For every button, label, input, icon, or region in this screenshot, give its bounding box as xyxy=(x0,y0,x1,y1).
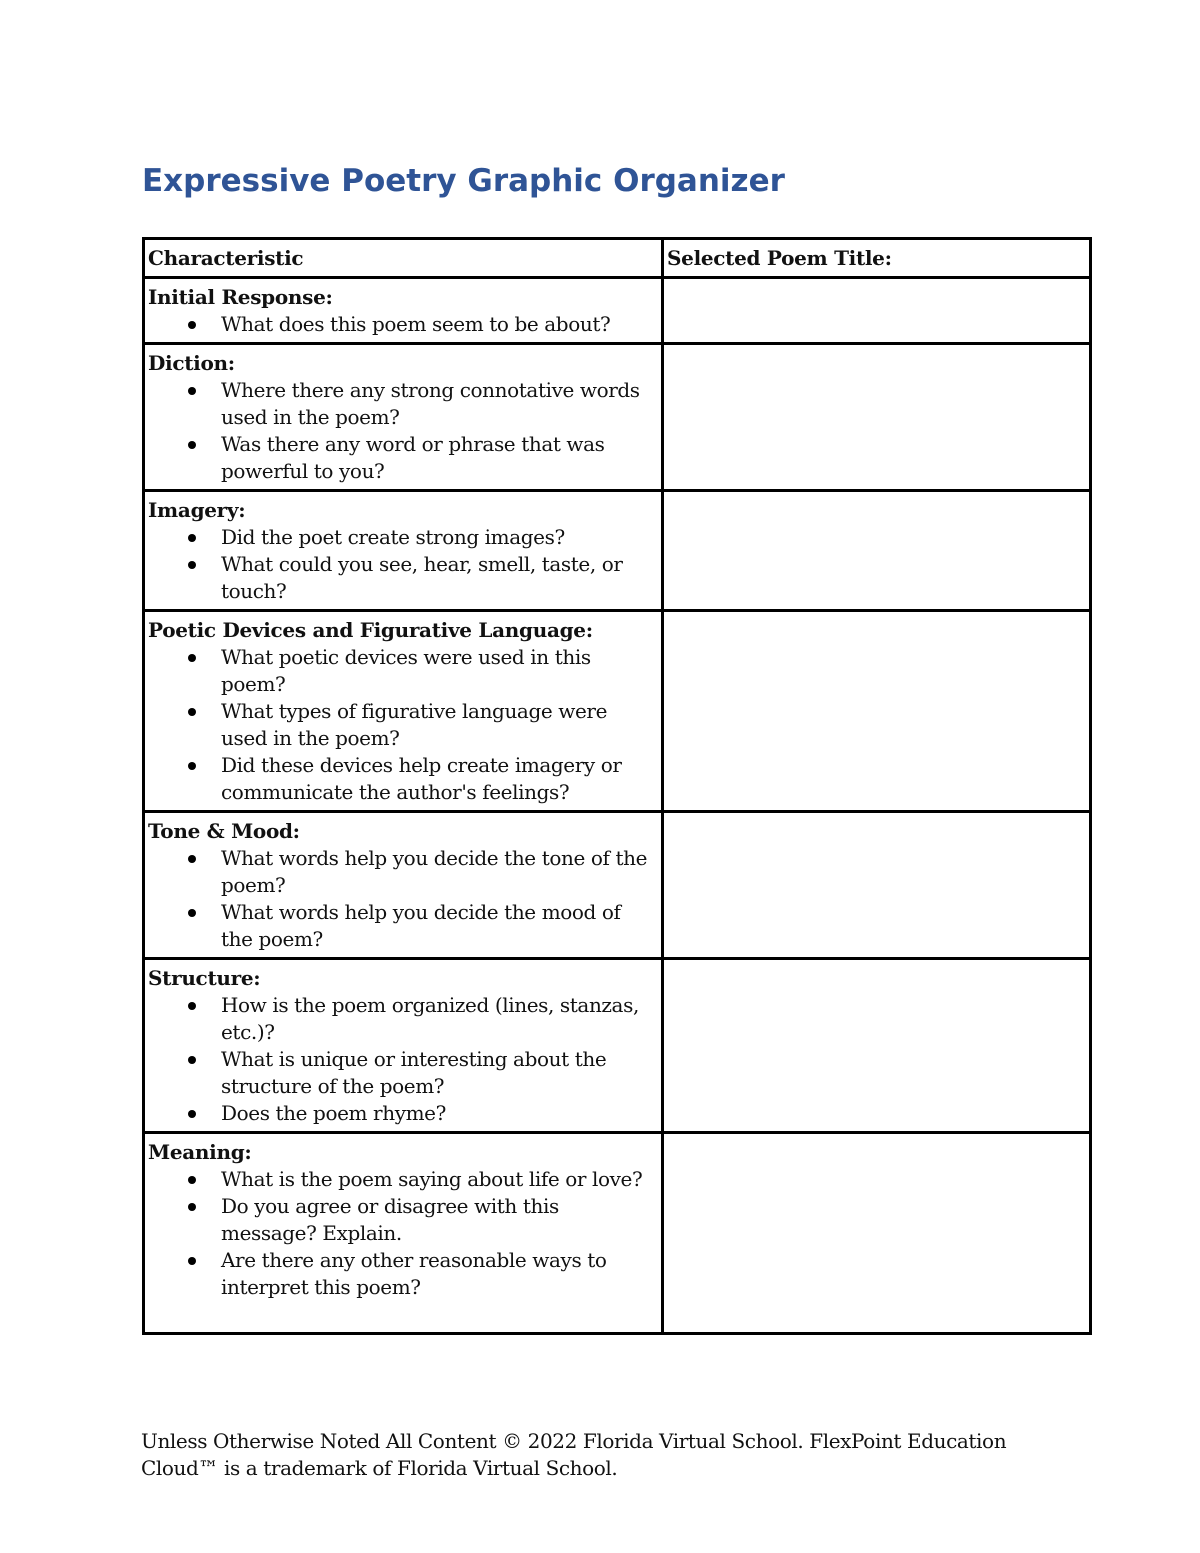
table-row xyxy=(144,611,1091,812)
table-header-row xyxy=(144,239,1091,278)
list-item: Did these devices help create imagery or communicate the author's feelings? xyxy=(221,752,658,806)
characteristic-cell xyxy=(144,611,663,812)
response-cell[interactable] xyxy=(663,959,1091,1133)
list-item: What is the poem saying about life or love? xyxy=(221,1166,658,1193)
table-row xyxy=(144,1133,1091,1334)
list-item: Was there any word or phrase that was powerful to you? xyxy=(221,431,658,485)
list-item: What types of figurative language were used in the poem? xyxy=(221,698,658,752)
copyright-footer: Unless Otherwise Noted All Content © 2022 Florida Virtual School. FlexPoint Education Cloud™ is a trademark of Florida Virtual School. xyxy=(141,1429,1007,1480)
table-row xyxy=(144,491,1091,611)
question-list xyxy=(148,845,658,953)
response-cell[interactable] xyxy=(663,812,1091,959)
list-item: Did the poet create strong images? xyxy=(221,524,658,551)
row-label: Structure: xyxy=(148,966,261,990)
list-item: What is unique or interesting about the structure of the poem? xyxy=(221,1046,658,1100)
list-item: Are there any other reasonable ways to interpret this poem? xyxy=(221,1247,658,1301)
characteristic-cell xyxy=(144,1133,663,1334)
response-cell[interactable] xyxy=(663,491,1091,611)
list-item: What does this poem seem to be about? xyxy=(221,311,658,338)
list-item: Do you agree or disagree with this message? Explain. xyxy=(221,1193,658,1247)
response-cell[interactable] xyxy=(663,344,1091,491)
question-list xyxy=(148,1166,658,1301)
table-row xyxy=(144,959,1091,1133)
characteristic-cell xyxy=(144,344,663,491)
list-item: What poetic devices were used in this poem? xyxy=(221,644,658,698)
list-item: Where there any strong connotative words used in the poem? xyxy=(221,377,658,431)
document-title: Expressive Poetry Graphic Organizer xyxy=(142,163,785,199)
characteristic-cell xyxy=(144,812,663,959)
table-row xyxy=(144,278,1091,344)
row-label: Tone & Mood: xyxy=(148,819,300,843)
list-item: Does the poem rhyme? xyxy=(221,1100,658,1127)
question-list xyxy=(148,377,658,485)
list-item: What words help you decide the mood of the poem? xyxy=(221,899,658,953)
question-list xyxy=(148,644,658,806)
question-list xyxy=(148,992,658,1127)
list-item: How is the poem organized (lines, stanzas, etc.)? xyxy=(221,992,658,1046)
row-label: Poetic Devices and Figurative Language: xyxy=(148,618,593,642)
list-item: What words help you decide the tone of the poem? xyxy=(221,845,658,899)
table-row xyxy=(144,812,1091,959)
table-row xyxy=(144,344,1091,491)
row-label: Diction: xyxy=(148,351,235,375)
characteristic-cell xyxy=(144,491,663,611)
characteristic-header: Characteristic xyxy=(144,239,663,278)
characteristic-cell xyxy=(144,278,663,344)
graphic-organizer-table xyxy=(142,237,1092,1335)
poem-title-header: Selected Poem Title: xyxy=(663,239,1091,278)
question-list xyxy=(148,524,658,605)
row-label: Initial Response: xyxy=(148,285,333,309)
response-cell[interactable] xyxy=(663,1133,1091,1334)
characteristic-cell xyxy=(144,959,663,1133)
response-cell[interactable] xyxy=(663,611,1091,812)
question-list xyxy=(148,311,658,338)
row-label: Imagery: xyxy=(148,498,246,522)
list-item: What could you see, hear, smell, taste, or touch? xyxy=(221,551,658,605)
response-cell[interactable] xyxy=(663,278,1091,344)
row-label: Meaning: xyxy=(148,1140,252,1164)
